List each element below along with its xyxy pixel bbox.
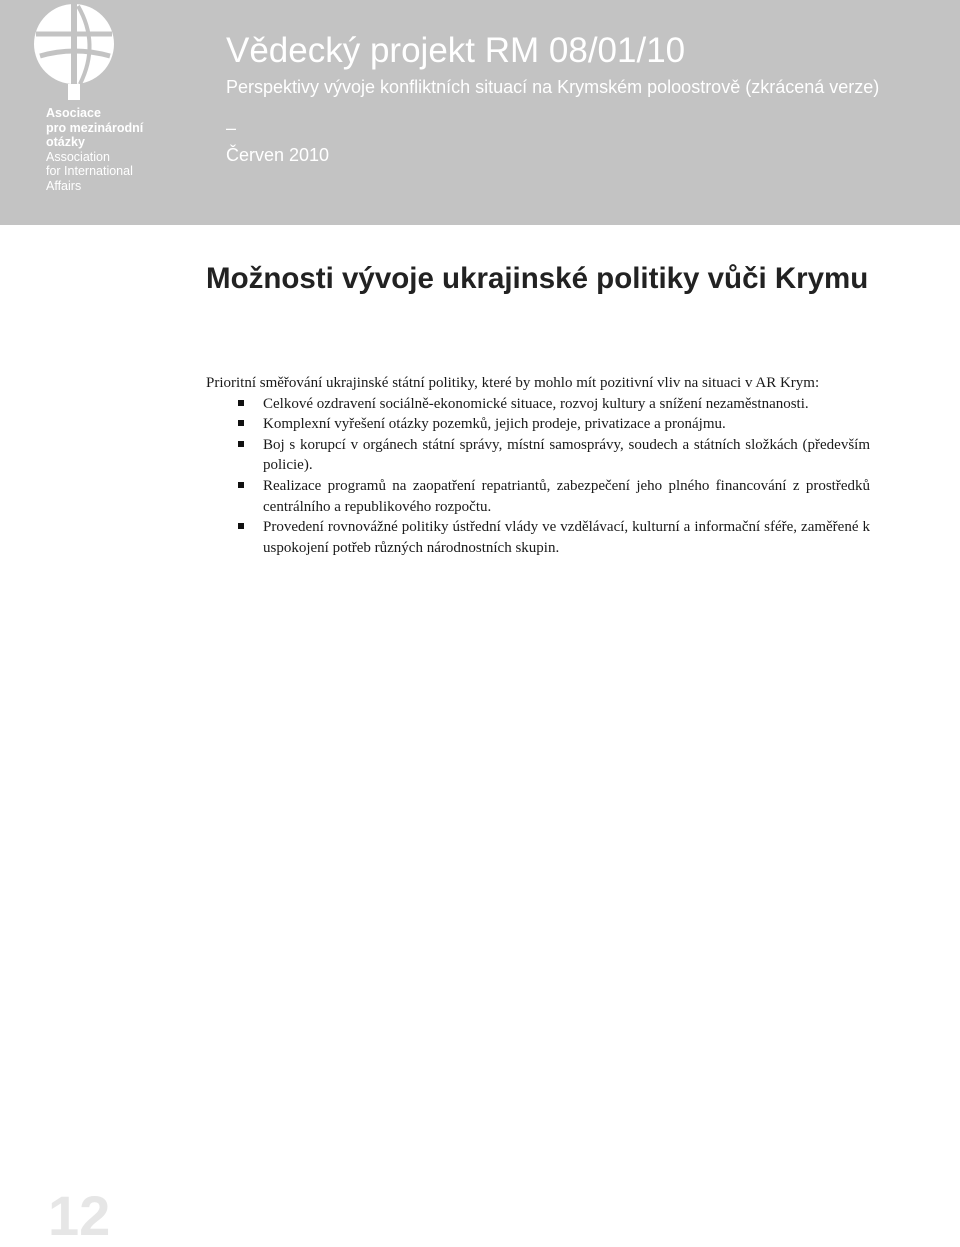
logo-wordmark — [46, 106, 143, 193]
header-dash: – — [226, 118, 237, 138]
page-number: 12 — [48, 1184, 111, 1247]
list-item-text: Realizace programů na zaopatření repatriantů, zabezpečení jeho plného financování z prostředků centrálního a republikového rozpočtu. — [263, 477, 870, 515]
intro-paragraph: Prioritní směřování ukrajinské státní politiky, které by mohlo mít pozitivní vliv na situaci v AR Krym: — [206, 375, 820, 391]
association-logo-icon — [30, 0, 120, 100]
list-item-text: Boj s korupcí v orgánech státní správy, místní samosprávy, soudech a státních složkách (především policie). — [263, 436, 870, 474]
list-item — [206, 394, 870, 415]
bullet-square-icon — [238, 482, 244, 488]
priority-list — [206, 394, 870, 559]
logo-line: for International — [46, 164, 133, 178]
logo-line: otázky — [46, 135, 85, 149]
list-item — [206, 476, 870, 517]
list-item-text: Komplexní vyřešení otázky pozemků, jejich prodeje, privatizace a pronájmu. — [263, 416, 726, 433]
section-body — [206, 373, 870, 558]
list-item-text: Celkové ozdravení sociálně-ekonomické situace, rozvoj kultury a snížení nezaměstnanosti. — [263, 395, 809, 412]
list-item — [206, 517, 870, 558]
bullet-square-icon — [238, 400, 244, 406]
section-heading: Možnosti vývoje ukrajinské politiky vůči Krymu — [206, 262, 869, 295]
list-item-text: Provedení rovnovážné politiky ústřední vlády ve vzdělávací, kulturní a informační sféře, zaměřené k uspokojení potřeb různých národnostních skupin. — [263, 519, 870, 556]
logo-line: Affairs — [46, 178, 82, 193]
bullet-square-icon — [238, 420, 244, 426]
logo-line: Asociace — [46, 106, 101, 120]
bullet-square-icon — [238, 523, 244, 529]
list-item — [206, 435, 870, 476]
publication-date: Červen 2010 — [226, 145, 330, 165]
logo-line: pro mezinárodní — [46, 120, 144, 135]
list-item — [206, 414, 870, 435]
header-band — [0, 0, 960, 225]
project-subtitle: Perspektivy vývoje konfliktních situací na Krymském poloostrově (zkrácená verze) — [226, 77, 880, 97]
project-title: Vědecký projekt RM 08/01/10 — [226, 31, 686, 70]
logo-line: Association — [46, 149, 110, 164]
bullet-square-icon — [238, 441, 244, 447]
